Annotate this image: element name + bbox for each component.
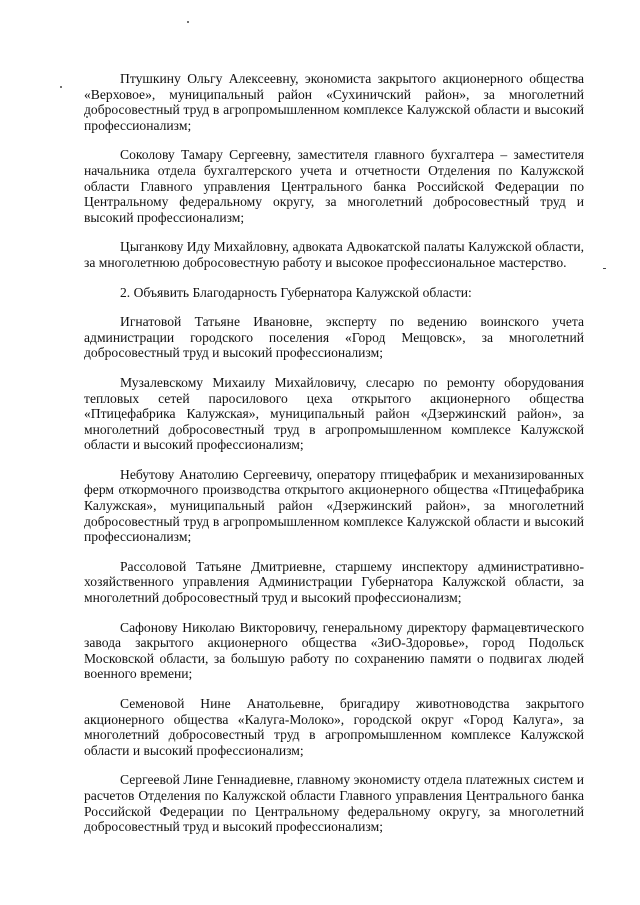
- award-paragraph-tsygankova: Цыганкову Иду Михайловну, адвоката Адвокатской палаты Калужской области, за многолетнюю добросовестную работу и высокое профессиональное мастерство.: [84, 239, 584, 270]
- scan-speck: [603, 268, 606, 269]
- award-paragraph-sokolova: Соколову Тамару Сергеевну, заместителя главного бухгалтера – заместителя начальника отдела бухгалтерского учета и отчетности Отделения по Калужской области Главного управления Центрального банка Российской Федерации по Центральному федеральному округу, за многолетний добросовестный труд и высокий профессионализм;: [84, 147, 584, 225]
- gratitude-paragraph-rassolova: Рассоловой Татьяне Дмитриевне, старшему инспектору административно-хозяйственного управления Администрации Губернатора Калужской области, за многолетний добросовестный труд и высокий профессионализм;: [84, 558, 584, 606]
- scan-speck: [187, 21, 189, 23]
- gratitude-paragraph-muzalevsky: Музалевскому Михаилу Михайловичу, слесарю по ремонту оборудования тепловых сетей паросилового цеха открытого акционерного общества «Птицефабрика Калужская», муниципальный район «Дзержинский район», за многолетний добросовестный труд в агропромышленном комплексе Калужской области и высокий профессионализм;: [84, 374, 584, 453]
- gratitude-paragraph-nebutov: Небутову Анатолию Сергеевичу, оператору птицефабрик и механизированных ферм откормочного производства открытого акционерного общества «Птицефабрика Калужская», муниципальный район «Дзержинский район», за многолетний добросовестный труд в агропромышленном комплексе Калужской области и высокий профессионализм;: [84, 466, 584, 545]
- gratitude-paragraph-safonov: Сафонову Николаю Викторовичу, генеральному директору фармацевтического завода закрытого акционерного общества «ЗиО-Здоровье», город Подольск Московской области, за большую работу по сохранению памяти о подвигах людей военного времени;: [84, 619, 584, 682]
- scan-speck: [60, 86, 62, 88]
- award-paragraph-ptushkina: Птушкину Ольгу Алексеевну, экономиста закрытого акционерного общества «Верховое», муниципальный район «Сухиничский район», за многолетний добросовестный труд в агропромышленном комплексе Калужской области и высокий профессионализм;: [84, 71, 584, 133]
- gratitude-paragraph-sergeeva: Сергеевой Лине Геннадиевне, главному экономисту отдела платежных систем и расчетов Отделения по Калужской области Главного управления Центрального банка Российской Федерации по Центральному федеральному округу, за многолетний добросовестный труд и высокий профессионализм;: [84, 772, 584, 835]
- section-heading-gratitude: 2. Объявить Благодарность Губернатора Калужской области:: [120, 284, 472, 300]
- document-body: [84, 71, 584, 849]
- gratitude-paragraph-ignatova: Игнатовой Татьяне Ивановне, эксперту по ведению воинского учета администрации городского поселения «Город Мещовск», за многолетний добросовестный труд и высокий профессионализм;: [84, 314, 584, 361]
- gratitude-paragraph-semenova: Семеновой Нине Анатольевне, бригадиру животноводства закрытого акционерного общества «Калуга-Молоко», городской округ «Город Калуга», за многолетний добросовестный труд в агропромышленном комплексе Калужской области и высокий профессионализм;: [84, 696, 584, 758]
